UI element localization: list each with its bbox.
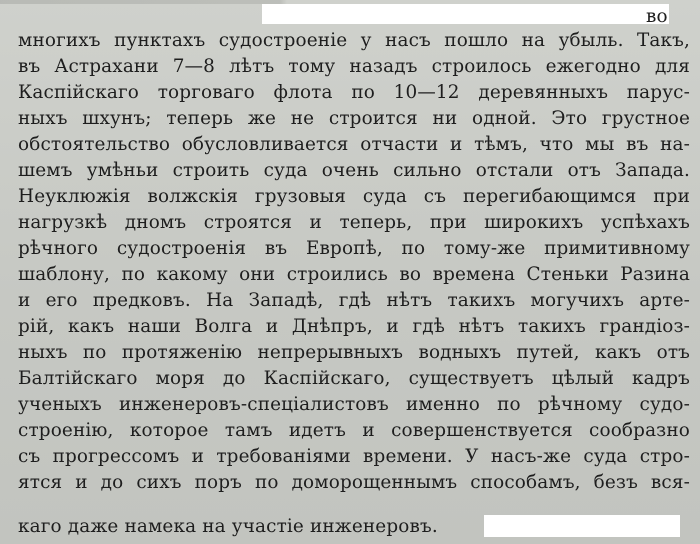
redaction-box-bottom (484, 515, 680, 537)
text-line: ятся и до сихъ поръ по доморощеннымъ способамъ, безъ вся- (18, 472, 690, 493)
text-line: Балтійскаго моря до Каспійскаго, существуетъ цѣлый кадръ (18, 368, 690, 389)
text-line: Неуклюжія волжскія грузовыя суда съ перегибающимся при (18, 186, 690, 207)
text-line: съ прогрессомъ и требованіями времени. У насъ-же суда стро- (18, 446, 690, 467)
text-line: Каспійскаго торговаго флота по 10—12 деревянныхъ парус- (18, 82, 690, 103)
text-line: ученыхъ инженеровъ-спеціалистовъ именно по рѣчному судо- (18, 394, 690, 415)
text-line: въ Астрахани 7—8 лѣтъ тому назадъ строилось ежегодно для (18, 56, 690, 77)
redaction-box-top (262, 4, 669, 24)
text-line: многихъ пунктахъ судостроеніе у насъ пошло на убыль. Такъ, (18, 30, 690, 51)
text-line: во (646, 6, 668, 27)
text-line: строенію, которое тамъ идетъ и совершенствуется сообразно (18, 420, 690, 441)
text-line: ныхъ шхунъ; теперь же не строится ни одной. Это грустное (18, 108, 690, 129)
text-line: шемъ умѣньи строить суда очень сильно отстали отъ Запада. (18, 160, 690, 181)
text-line: нагрузкѣ дномъ строятся и теперь, при широкихъ успѣхахъ (18, 212, 690, 233)
text-line: рѣчного судостроенія въ Европѣ, по тому-же примитивному (18, 238, 690, 259)
text-line: шаблону, по какому они строились во времена Стеньки Разина (18, 264, 690, 285)
text-line: каго даже намека на участіе инженеровъ. (18, 516, 438, 537)
text-line: рій, какъ наши Волга и Днѣпръ, и гдѣ нѣтъ такихъ грандіоз- (18, 316, 690, 337)
text-line: и его предковъ. На Западѣ, гдѣ нѣтъ такихъ могучихъ арте- (18, 290, 690, 311)
text-line: обстоятельство обусловливается отчасти и тѣмъ, что мы въ на- (18, 134, 690, 155)
text-line: ныхъ по протяженію непрерывныхъ водныхъ путей, какъ отъ (18, 342, 690, 363)
